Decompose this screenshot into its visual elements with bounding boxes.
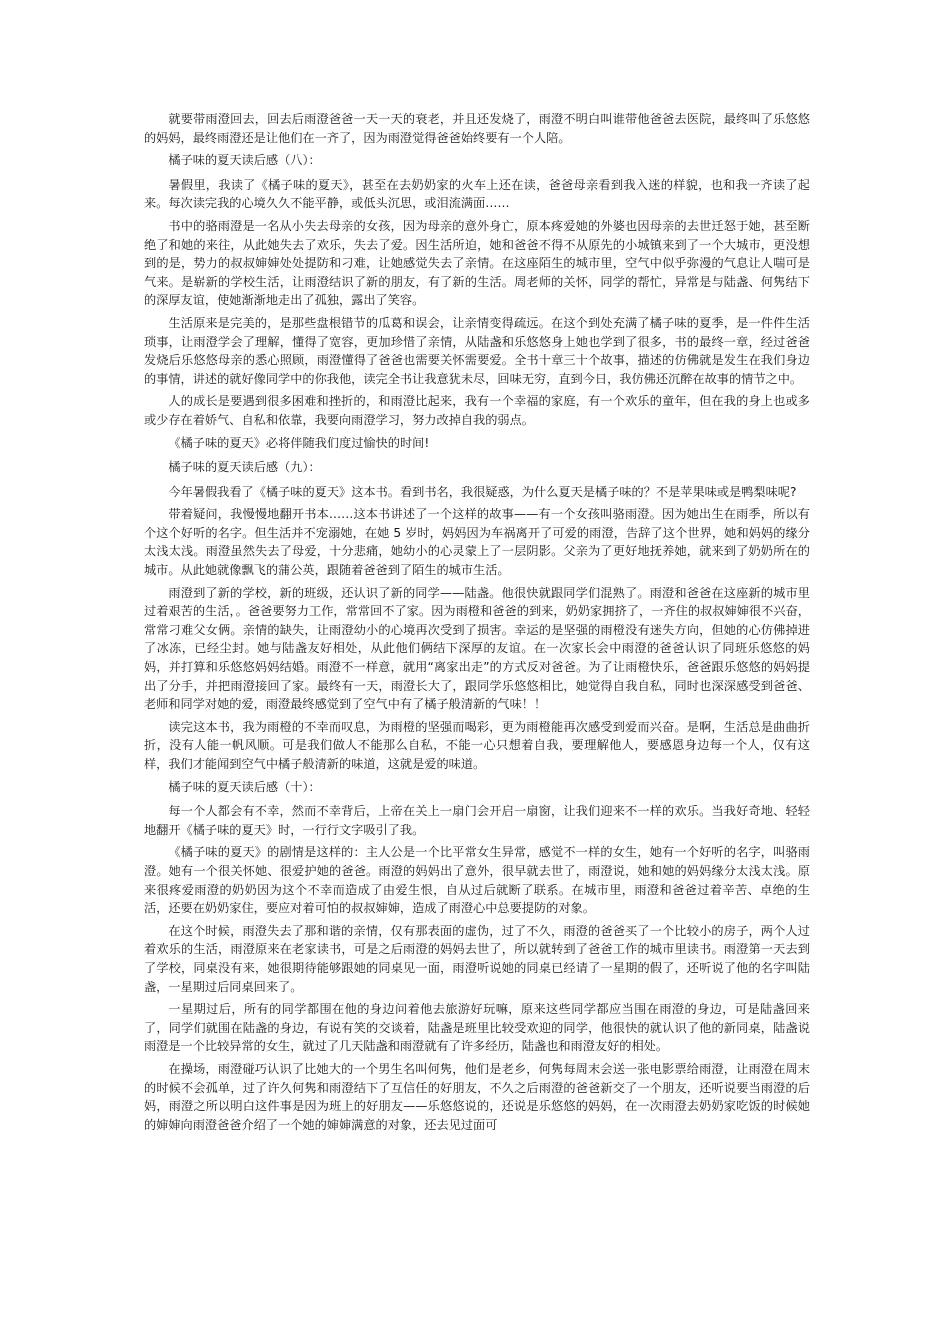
paragraph: 读完这本书，我为雨橙的不幸而叹息，为雨橙的坚强而喝彩，更为雨橙能再次感受到爱而兴奋。是啊，生活总是曲曲折折，没有人能一帆风顺。可是我们做人不能那么自私，不能一心只想着自我，要理解他人，要感恩身边每一个人，仅有这样，我们才能闻到空气中橘子般清新的味道，这就是爱的味道。 <box>144 719 810 771</box>
paragraph: 雨澄到了新的学校，新的班级，还认识了新的同学——陆盏。他很快就跟同学们混熟了。雨澄和爸爸在这座新的城市里过着艰苦的生活，。爸爸要努力工作，常常回不了家。因为雨橙和爸爸的到来，奶奶家拥挤了，一齐住的叔叔婶婶很不兴奋，常常刁难父女俩。亲情的缺失，让雨澄幼小的心境再次受到了损害。幸运的是坚强的雨橙没有迷失方向，但她的心仿佛掉进了冰冻，已经尘封。她与陆盏友好相处，从此他们俩结下深厚的友谊。在一次家长会中雨澄的爸爸认识了同班乐悠悠的妈妈，并打算和乐悠悠妈妈结婚。雨澄不一样意，就用“离家出走”的方式反对爸爸。为了让雨橙快乐，爸爸跟乐悠悠的妈妈提出了分手，并把雨澄接回了家。最终有一天，雨澄长大了，跟同学乐悠悠相比，她觉得自我自私，同时也深深感受到爸爸、老师和同学对她的爱，雨澄最终感觉到了空气中有了橘子般清新的气味！！ <box>144 585 810 712</box>
section-heading: 橘子味的夏天读后感（十）： <box>168 779 321 794</box>
paragraph: 生活原来是完美的，是那些盘根错节的瓜葛和误会，让亲情变得疏远。在这个到处充满了橘子味的夏季，是一件件生活琐事，让雨澄学会了理解，懂得了宽容，更加珍惜了亲情，从陆盏和乐悠悠身上她也学到了很多，书的最终一章，经过爸爸发烧后乐悠悠母亲的悉心照顾，雨澄懂得了爸爸也需要关怀需要爱。全书十章三十个故事，描述的仿佛就是发生在我们身边的事情，讲述的就好像同学中的你我他，读完全书让我意犹未尽，回味无穷，直到今日，我仿佛还沉醉在故事的情节之中。 <box>144 315 810 386</box>
section-heading: 橘子味的夏天读后感（八）： <box>168 153 321 168</box>
paragraph: 暑假里，我读了《橘子味的夏天》，甚至在去奶奶家的火车上还在读，爸爸母亲看到我入迷的样貌，也和我一齐读了起来。每次读完我的心境久久不能平静，或低头沉思，或泪流满面…… <box>144 177 810 211</box>
paragraph: 就要带雨澄回去，回去后雨澄爸爸一天一天的衰老，并且还发烧了，雨澄不明白叫谁带他爸爸去医院，最终叫了乐悠悠的妈妈，最终雨澄还是让他们在一齐了，因为雨澄觉得爸爸始终要有一个人陪。 <box>144 112 810 145</box>
paragraph: 在操场，雨澄碰巧认识了比她大的一个男生名叫何隽，他们是老乡，何隽每周末会送一张电影票给雨澄，让雨澄在周末的时候不会孤单，过了许久何隽和雨澄结下了互信任的好朋友，不久之后雨澄的爸爸新交了一个朋友，还听说要当雨澄的后妈，雨澄之所以明白这件事是因为班上的好朋友——乐悠悠说的，还说是乐悠悠的妈妈，在一次雨澄去奶奶家吃饭的时候她的婶婶向雨澄爸爸介绍了一个她的婶婶满意的对象，还去见过面可 <box>144 1061 810 1132</box>
paragraph: 一星期过后，所有的同学都围在他的身边问着他去旅游好玩嘛，原来这些同学都应当围在雨澄的身边，可是陆盏回来了，同学们就围在陆盏的身边，有说有笑的交谈着，陆盏是班里比较受欢迎的同学，他很快的就认识了他的新同桌，陆盏说雨澄是一个比较异常的女生，就过了几天陆盏和雨澄就有了许多经历，陆盏也和雨澄友好的相处。 <box>144 1002 810 1054</box>
paragraph: 人的成长是要遇到很多困难和挫折的，和雨澄比起来，我有一个幸福的家庭，有一个欢乐的童年，但在我的身上也或多或少存在着娇气、自私和依靠，我要向雨澄学习，努力改掉自我的弱点。 <box>144 394 810 427</box>
document-page <box>144 110 810 1138</box>
paragraph: 在这个时候，雨澄失去了那和谐的亲情，仅有那表面的虚伪，过了不久，雨澄的爸爸买了一个比较小的房子，两个人过着欢乐的生活，雨澄原来在老家读书，可是之后雨澄的妈妈去世了，所以就转到了爸爸工作的城市里读书。雨澄第一天去到了学校，同桌没有来，她很期待能够跟她的同桌见一面，雨澄听说她的同桌已经请了一星期的假了，还听说了他的名字叫陆盏，一星期过后同桌回来了。 <box>144 923 810 994</box>
paragraph: 书中的骆雨澄是一名从小失去母亲的女孩，因为母亲的意外身亡，原本疼爱她的外婆也因母亲的去世迁怒于她，甚至断绝了和她的来往，从此她失去了欢乐，失去了爱。因生活所迫，她和爸爸不得不从原先的小城镇来到了一个大城市，更没想到的是，势力的叔叔婶婶处处提防和刁难，让她感觉失去了亲情。在这座陌生的城市里，空气中似乎弥漫的气息让人喘可是气来。是崭新的学校生活，让雨澄结识了新的朋友，有了新的生活。周老师的关怀，同学的帮忙，异常是与陆盏、何隽结下的深厚友谊，使她渐渐地走出了孤独，露出了笑容。 <box>144 218 810 308</box>
paragraph: 每一个人都会有不幸，然而不幸背后，上帝在关上一扇门会开启一扇窗，让我们迎来不一样的欢乐。当我好奇地、轻轻地翻开《橘子味的夏天》时，一行行文字吸引了我。 <box>144 804 810 837</box>
paragraph: 今年暑假我看了《橘子味的夏天》这本书。看到书名，我很疑惑，为什么夏天是橘子味的？不是苹果味或是鸭梨味呢? <box>168 484 797 499</box>
closing-line: 《橘子味的夏天》必将伴随我们度过愉快的时间! <box>168 435 430 450</box>
paragraph: 《橘子味的夏天》的剧情是这样的：主人公是一个比平常女生异常，感觉不一样的女生，她有一个好听的名字，叫骆雨澄。她有一个很关怀她、很爱护她的爸爸。雨澄的妈妈出了意外，很早就去世了，雨澄说，她和她的妈妈缘分太浅太浅。原来很疼爱雨澄的奶奶因为这个不幸而造成了由爱生恨，自从过后就断了联系。在城市里，雨澄和爸爸过着辛苦、卓绝的生活，还要在奶奶家住，要应对着可怕的叔叔婶婶，造成了雨澄心中总要提防的对象。 <box>144 845 810 916</box>
paragraph: 带着疑问，我慢慢地翻开书本……这本书讲述了一个这样的故事——有一个女孩叫骆雨澄。因为她出生在雨季，所以有个这个好听的名字。但生活并不宠溺她，在她 5 岁时，妈妈因为车祸离开了可爱的雨澄，告辞了这个世界，她和妈妈的缘分太浅太浅。雨澄虽然失去了母爱，十分悲痛，她幼小的心灵蒙上了一层阴影。父亲为了更好地抚养她，就来到了奶奶所在的城市。从此她就像飘飞的蒲公英，跟随着爸爸到了陌生的城市生活。 <box>144 507 810 578</box>
section-heading: 橘子味的夏天读后感（九）： <box>168 460 321 475</box>
